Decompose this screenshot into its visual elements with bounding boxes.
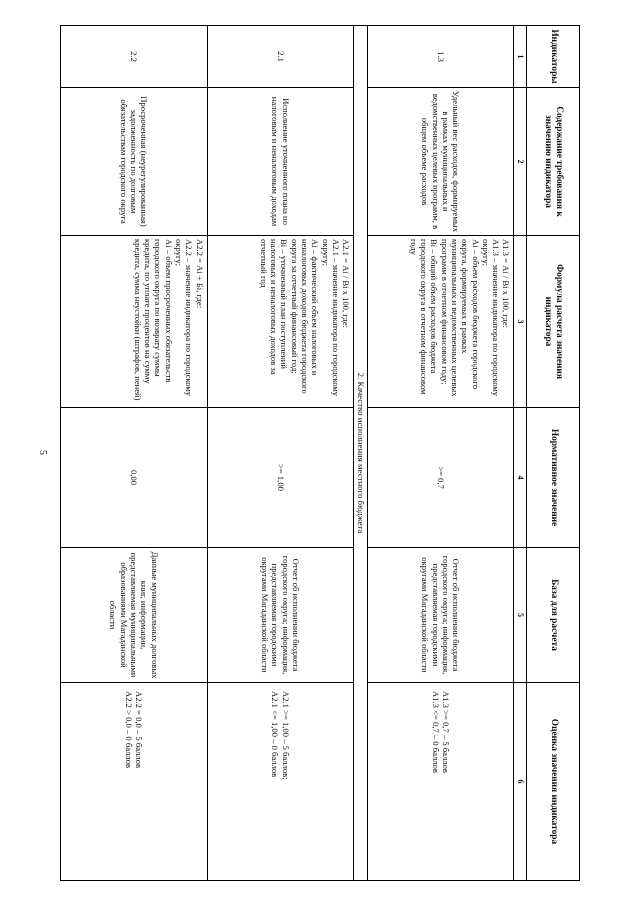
base-text: Отчет об исполнении бюджета городского округа; информация, представляемая городскими округами Магаданской области <box>207 548 354 683</box>
header-norm: Нормативное значение <box>527 408 580 548</box>
score-line: А1.3 <= 0,7 – 0 баллов <box>430 691 441 773</box>
header-row <box>527 26 580 881</box>
formula-cell <box>367 236 514 408</box>
table-row <box>61 26 208 881</box>
column-number: 1 <box>514 26 527 88</box>
column-number: 6 <box>514 683 527 881</box>
table-row <box>367 26 514 881</box>
indicator-code: 1.3 <box>367 26 514 88</box>
header-score: Оценка значения индикатора <box>527 683 580 881</box>
column-number: 2 <box>514 88 527 236</box>
formula-line: А2.2 = Аi + Бi, где: <box>194 239 205 309</box>
section-row <box>354 26 368 881</box>
page-number: 5 <box>37 450 48 455</box>
score-cell <box>61 683 208 881</box>
indicator-code: 2.2 <box>61 26 208 88</box>
norm-value: 0,00 <box>61 408 208 548</box>
formula-line: А2.1 = Аi / Вi х 100, где: <box>341 239 352 328</box>
section-title: 2. Качество исполнения местного бюджета <box>354 26 368 881</box>
formula-cell <box>207 236 354 408</box>
requirement-text: Удельный вес расходов, формируемых в рамках муниципальных и ведомственных целевых программ, в общем объеме расходов <box>367 88 514 236</box>
indicator-code: 2.1 <box>207 26 354 88</box>
formula-line: Аi – объем просроченных обязательств городского округа по возврату суммы кредита, по уплате процентов на сумму кредита, сумма неустойки (штрафов, пеней) <box>132 239 174 401</box>
norm-value: >= 1,00 <box>207 408 354 548</box>
requirement-text: Исполнение уточненного плана по налоговым и неналоговым доходам <box>207 88 354 236</box>
column-number: 3 <box>514 236 527 408</box>
formula-line: А1.3 – значение индикатора по городскому округу; <box>480 239 502 397</box>
base-text: Данные муниципальных долговых книг, информации, представляемая муниципальными образованиями Магаданской области <box>61 548 208 683</box>
formula-line: А2.1 – значение индикатора по городскому округу; <box>320 239 341 397</box>
column-number: 5 <box>514 548 527 683</box>
formula-line: Вi – уточненный план поступлений налоговых и неналоговых доходов за отчетный год <box>258 239 290 375</box>
score-line: А2.1 >= 1,00 – 5 баллов; <box>280 691 291 780</box>
formula-line: Аi – объем расходов бюджета городского округа, формируемых в рамках муниципальных и ведомственных целевых программ в отчетном финансовом году; <box>439 239 481 397</box>
requirement-text: Просроченная (неурегулированная) задолженность по долговым обязательствам городского округа <box>61 88 208 236</box>
column-number-row <box>514 26 527 881</box>
header-indicator: Индикаторы <box>527 26 580 88</box>
rotated-page <box>60 25 580 880</box>
column-number: 4 <box>514 408 527 548</box>
header-base: База для расчета <box>527 548 580 683</box>
score-line: А2.2 > 0,0 – 0 баллов <box>123 691 134 769</box>
score-cell <box>367 683 514 881</box>
indicators-table <box>60 25 580 881</box>
formula-cell <box>61 236 208 408</box>
formula-line: А1.3 = Аi / Вi х 100, где: <box>501 239 512 328</box>
norm-value: >= 0,7 <box>367 408 514 548</box>
formula-line: Аi – фактический объем налоговых и неналоговых доходов бюджета городского округа за отчетный финансовый год; <box>289 239 321 394</box>
header-formula: Формула расчета значения индикатора <box>527 236 580 408</box>
formula-line: А2.2 – значение индикатора по городскому округу; <box>174 239 195 397</box>
score-line: А2.2 = 0,0 – 5 баллов <box>134 691 145 769</box>
score-line: А2.1 <= 1,00 – 0 баллов <box>270 691 281 778</box>
table-row <box>207 26 354 881</box>
header-requirement: Содержание требования к значению индикатора <box>527 88 580 236</box>
score-cell <box>207 683 354 881</box>
formula-line: Вi – общий объем расходов бюджета городского округа в отчетном финансовом году <box>408 239 440 395</box>
base-text: Отчет об исполнении бюджета городского округа; информация, представляемая городскими округами Магаданской области <box>367 548 514 683</box>
score-line: А1.3 >= 0,7 – 5 баллов <box>441 691 451 773</box>
